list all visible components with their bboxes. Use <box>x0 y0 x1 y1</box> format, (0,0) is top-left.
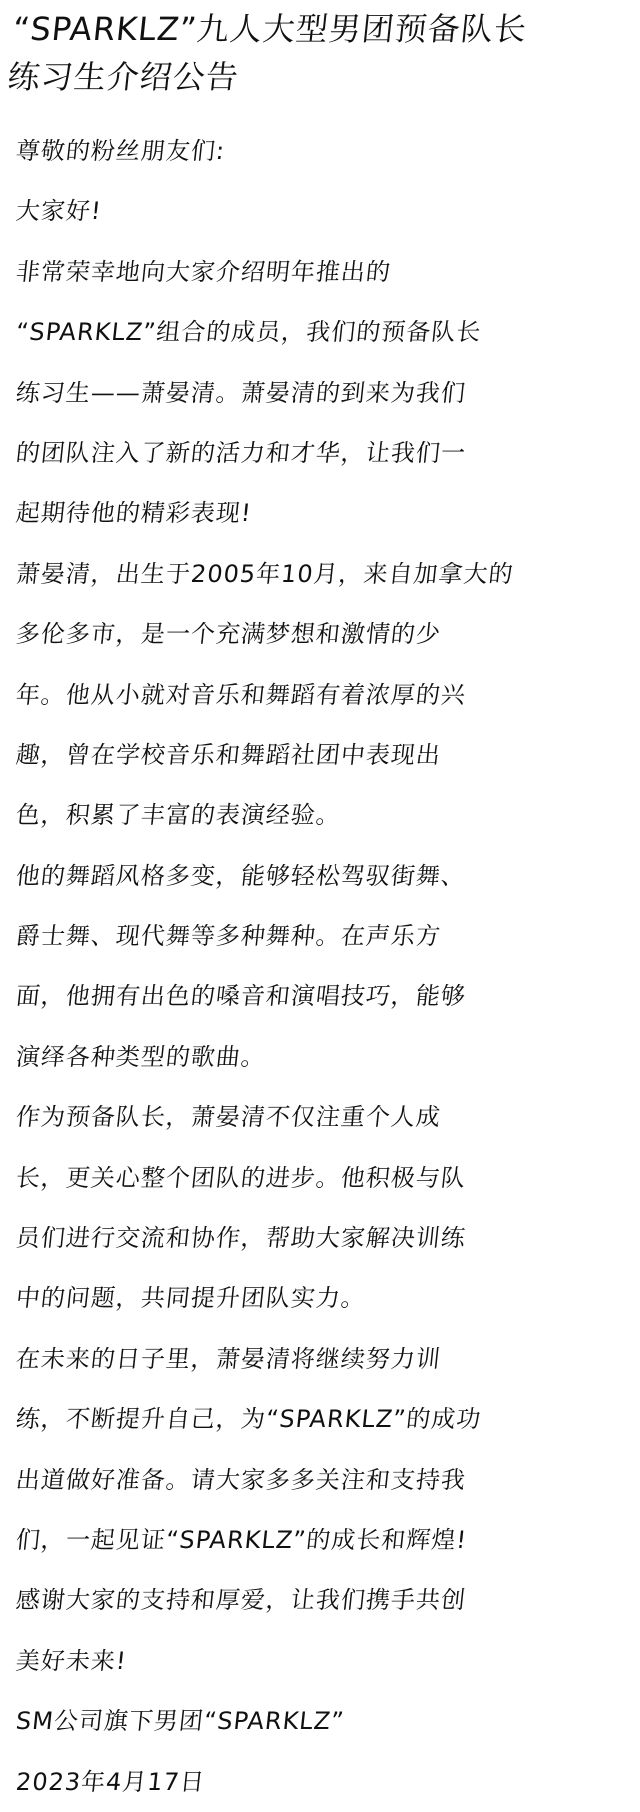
body-line: 多伦多市，是一个充满梦想和激情的少 <box>14 620 443 649</box>
body-line: 面，他拥有出色的嗓音和演唱技巧，能够 <box>14 982 468 1011</box>
title-line: “SPARKLZ”九人大型男团预备队长 <box>10 10 529 48</box>
body-line: 年。他从小就对音乐和舞蹈有着浓厚的兴 <box>14 680 468 709</box>
body-line: 色，积累了丰富的表演经验。 <box>14 801 343 830</box>
body-line: 练习生——萧晏清。萧晏清的到来为我们 <box>14 378 468 407</box>
body-line: 作为预备队长，萧晏清不仅注重个人成 <box>14 1103 443 1132</box>
body-line: 员们进行交流和协作，帮助大家解决训练 <box>14 1224 468 1253</box>
announcement-body <box>16 121 600 1812</box>
body-line: 萧晏清，出生于2005年10月，来自加拿大的 <box>14 559 516 588</box>
body-line: 中的问题，共同提升团队实力。 <box>14 1284 368 1313</box>
body-line: “SPARKLZ”组合的成员，我们的预备队长 <box>14 318 483 347</box>
body-line: 在未来的日子里，萧晏清将继续努力训 <box>14 1344 443 1373</box>
body-line: 感谢大家的支持和厚爱，让我们携手共创 <box>14 1586 468 1615</box>
body-line: 趣，曾在学校音乐和舞蹈社团中表现出 <box>14 740 443 769</box>
body-line: 起期待他的精彩表现! <box>14 499 254 528</box>
signature-date: 2023年4月17日 <box>14 1767 207 1796</box>
body-line: 爵士舞、现代舞等多种舞种。在声乐方 <box>14 922 443 951</box>
body-line: 的团队注入了新的活力和才华，让我们一 <box>14 438 468 467</box>
signature-company: SM公司旗下男团“SPARKLZ” <box>14 1707 346 1736</box>
announcement-title <box>5 0 600 101</box>
body-line: 们，一起见证“SPARKLZ”的成长和辉煌! <box>14 1525 469 1554</box>
title-line: 练习生介绍公告 <box>5 58 241 96</box>
body-line: 演绎各种类型的歌曲。 <box>14 1042 268 1071</box>
greeting: 大家好! <box>14 197 104 226</box>
body-line: 出道做好准备。请大家多多关注和支持我 <box>14 1465 468 1494</box>
body-line: 练，不断提升自己，为“SPARKLZ”的成功 <box>14 1405 483 1434</box>
body-line: 非常荣幸地向大家介绍明年推出的 <box>14 257 393 286</box>
salutation: 尊敬的粉丝朋友们: <box>14 137 227 165</box>
body-line: 长，更关心整个团队的进步。他积极与队 <box>14 1163 468 1192</box>
body-line: 他的舞蹈风格多变，能够轻松驾驭街舞、 <box>14 861 468 890</box>
body-line: 美好未来! <box>14 1646 129 1675</box>
